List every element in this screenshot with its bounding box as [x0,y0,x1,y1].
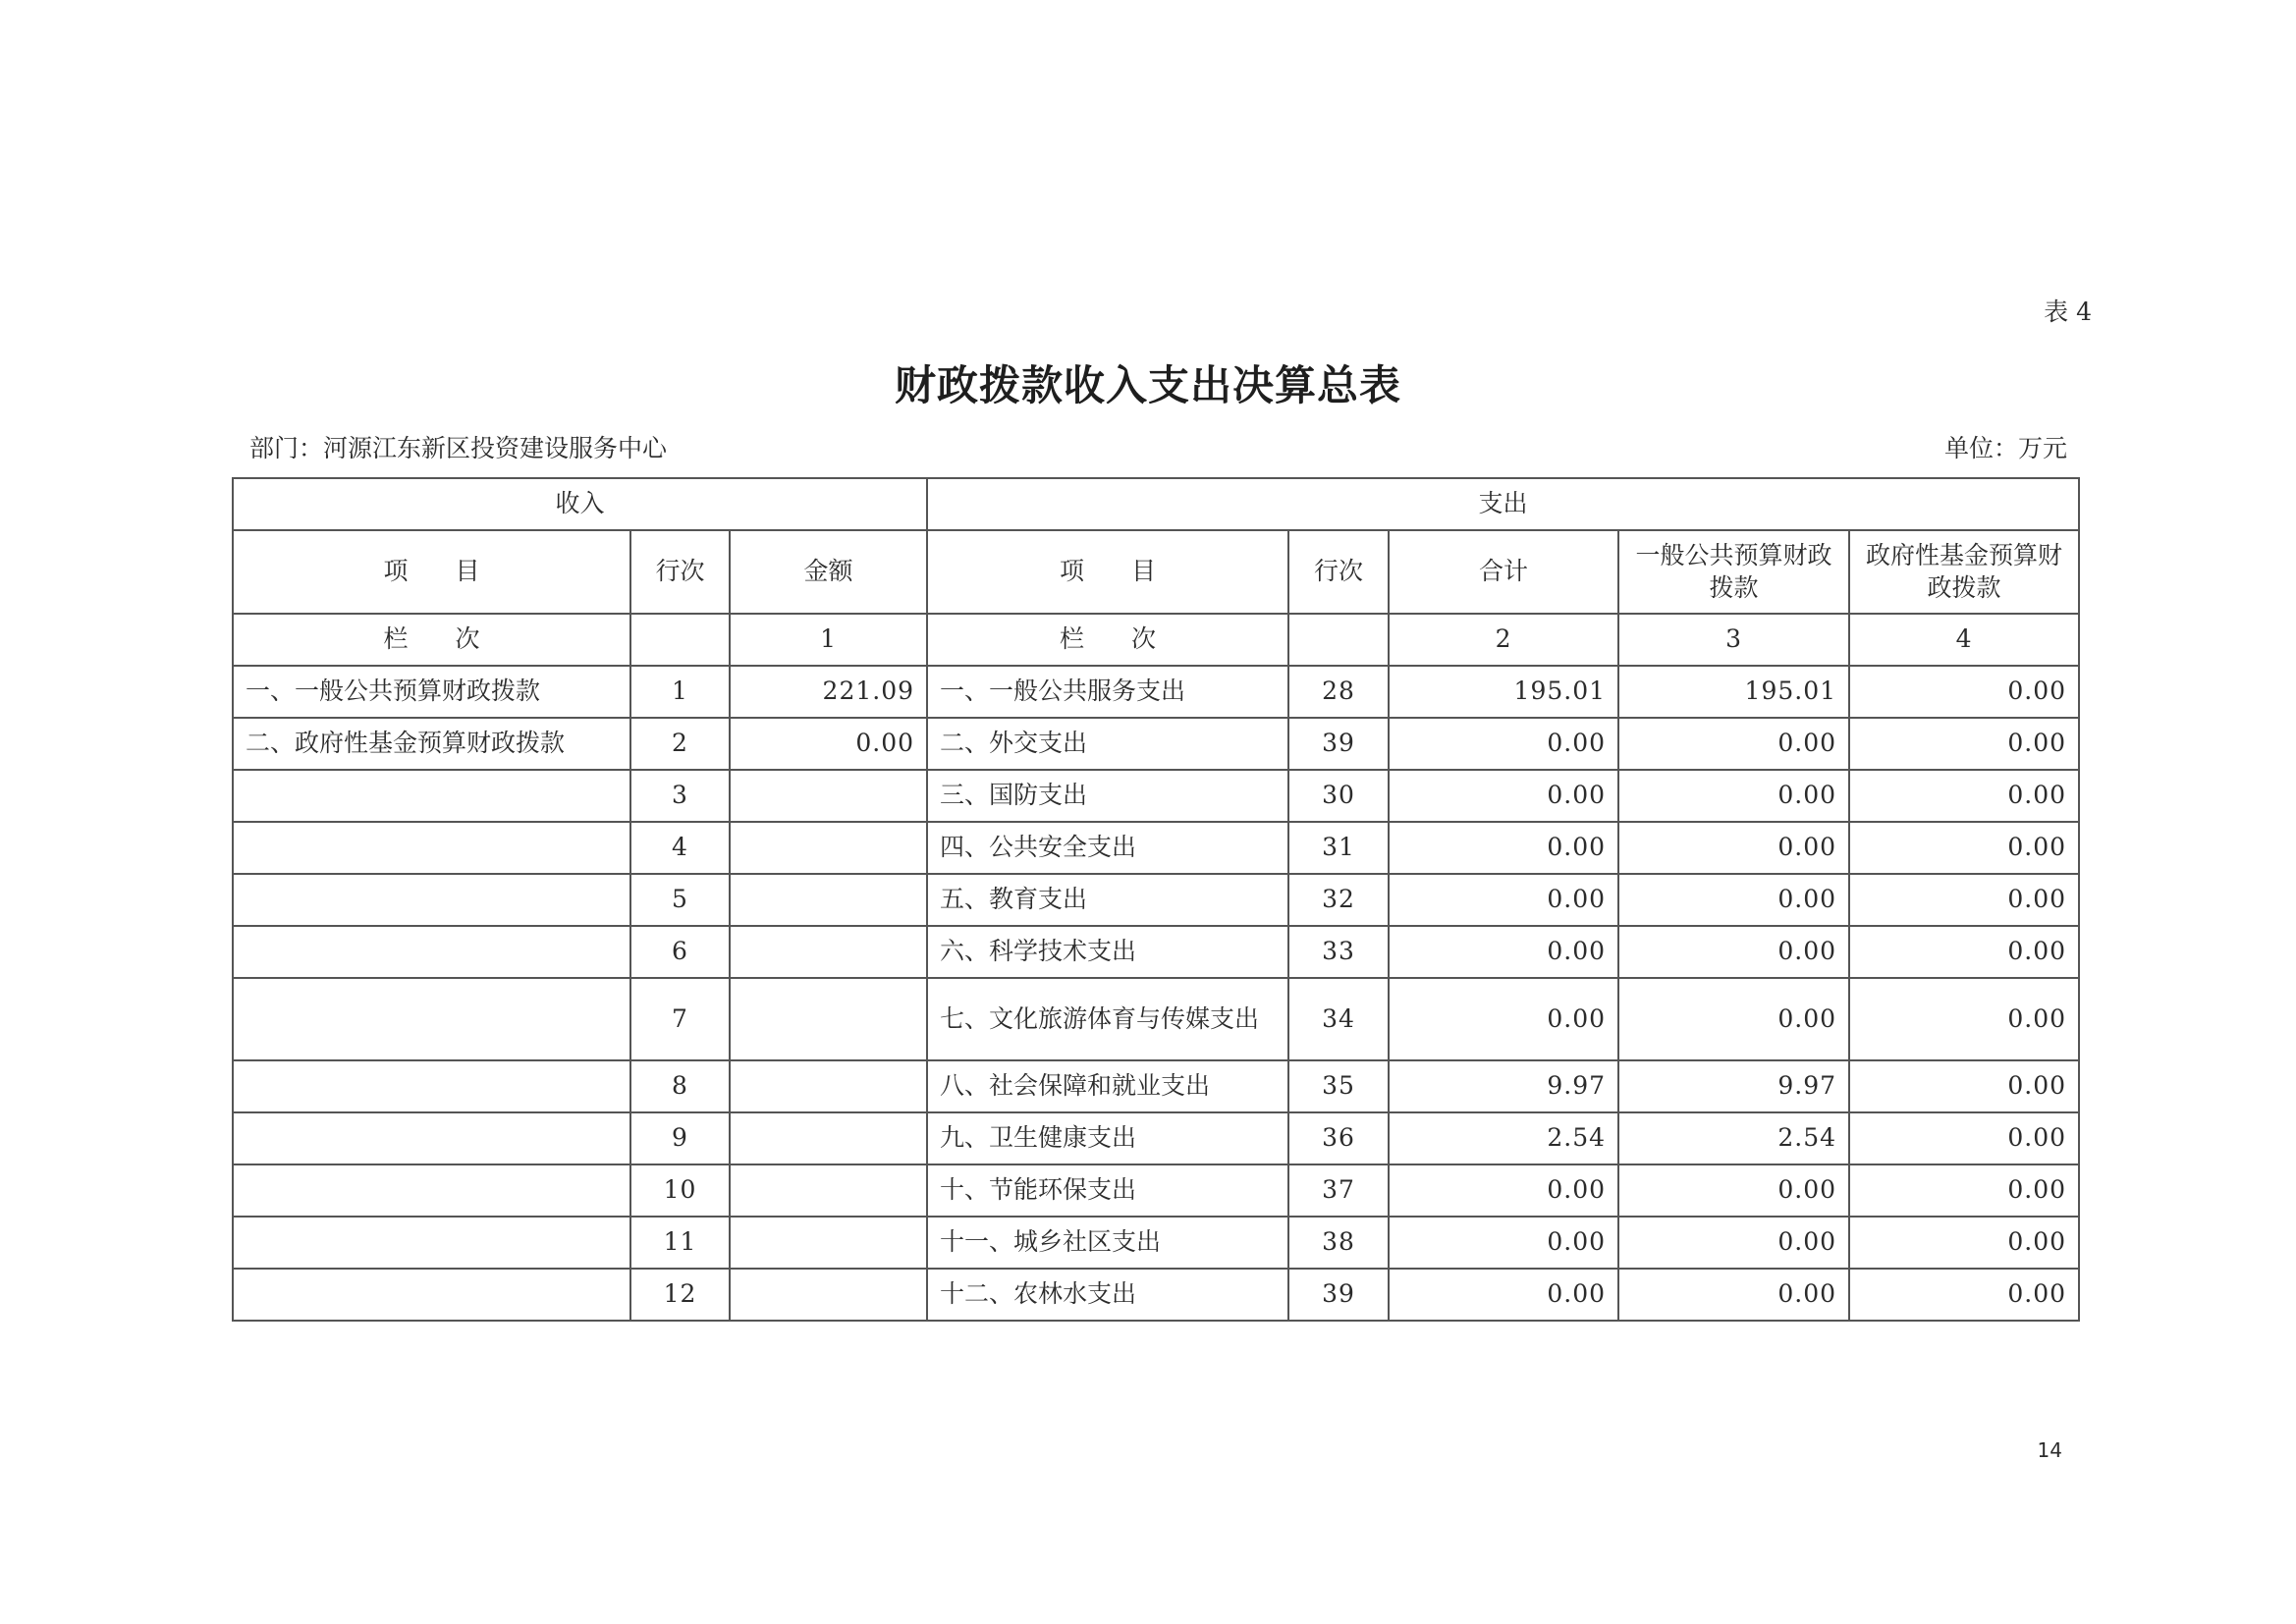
gov-fund-cell: 0.00 [1849,1164,2079,1217]
department-line [249,429,667,464]
expense-row-no-cell: 30 [1288,770,1389,822]
section-header-row [233,478,2079,530]
general-budget-cell: 9.97 [1618,1060,1849,1112]
expense-item-cell: 三、国防支出 [927,770,1288,822]
income-amount-cell: 221.09 [730,666,927,718]
budget-table [232,477,2080,1322]
income-row-no-cell: 1 [630,666,730,718]
income-amount-cell [730,1269,927,1321]
general-budget-cell: 2.54 [1618,1112,1849,1164]
general-budget-cell: 0.00 [1618,770,1849,822]
expense-row-no-cell: 39 [1288,1269,1389,1321]
income-item-cell: 二、政府性基金预算财政拨款 [233,718,630,770]
income-row-no-cell: 2 [630,718,730,770]
income-row-no-cell: 8 [630,1060,730,1112]
income-row-no-cell: 6 [630,926,730,978]
income-item-cell [233,1112,630,1164]
income-amount-cell [730,874,927,926]
expense-item-cell: 六、科学技术支出 [927,926,1288,978]
income-row-no-cell: 10 [630,1164,730,1217]
total-cell: 0.00 [1389,926,1618,978]
general-budget-header: 一般公共预算财政拨款 [1618,530,1849,614]
total-cell: 0.00 [1389,770,1618,822]
income-amount-cell [730,926,927,978]
expense-item-cell: 一、一般公共服务支出 [927,666,1288,718]
table-row [233,978,2079,1060]
income-amount-cell [730,978,927,1060]
table-row [233,1164,2079,1217]
income-row-no-cell: 9 [630,1112,730,1164]
income-item-cell [233,926,630,978]
gov-fund-header: 政府性基金预算财政拨款 [1849,530,2079,614]
income-item-cell [233,1269,630,1321]
expense-item-cell: 五、教育支出 [927,874,1288,926]
income-amount-header: 金额 [730,530,927,614]
general-budget-cell: 0.00 [1618,978,1849,1060]
income-amount-cell: 0.00 [730,718,927,770]
col-3-label: 3 [1618,614,1849,666]
income-item-cell [233,1217,630,1269]
expense-row-no-cell: 28 [1288,666,1389,718]
income-item-cell [233,1060,630,1112]
general-budget-cell: 195.01 [1618,666,1849,718]
general-budget-cell: 0.00 [1618,718,1849,770]
total-cell: 0.00 [1389,1164,1618,1217]
expense-item-cell: 七、文化旅游体育与传媒支出 [927,978,1288,1060]
income-item-cell [233,822,630,874]
income-section-header: 收入 [233,478,927,530]
total-cell: 0.00 [1389,874,1618,926]
income-item-cell [233,770,630,822]
table-row [233,1060,2079,1112]
gov-fund-cell: 0.00 [1849,1112,2079,1164]
income-row-no-cell: 12 [630,1269,730,1321]
expense-row-no-cell: 35 [1288,1060,1389,1112]
gov-fund-cell: 0.00 [1849,770,2079,822]
income-amount-cell [730,1217,927,1269]
general-budget-cell: 0.00 [1618,874,1849,926]
department-label: 部门： [249,434,324,462]
expense-row-no-cell: 31 [1288,822,1389,874]
col-2-label: 2 [1389,614,1618,666]
department-name: 河源江东新区投资建设服务中心 [323,434,668,462]
expense-row-no-cell: 37 [1288,1164,1389,1217]
total-cell: 195.01 [1389,666,1618,718]
income-item-cell [233,874,630,926]
income-amount-cell [730,1060,927,1112]
income-row-no-cell: 4 [630,822,730,874]
gov-fund-cell: 0.00 [1849,926,2079,978]
income-amount-cell [730,770,927,822]
income-row-no-cell: 7 [630,978,730,1060]
table-row [233,926,2079,978]
expense-item-cell: 十一、城乡社区支出 [927,1217,1288,1269]
expense-col-label: 栏 次 [927,614,1288,666]
total-cell: 9.97 [1389,1060,1618,1112]
table-row [233,718,2079,770]
income-row-no-cell: 11 [630,1217,730,1269]
expense-row-no-cell: 38 [1288,1217,1389,1269]
table-row [233,874,2079,926]
expense-item-header: 项 目 [927,530,1288,614]
page-number: 14 [2037,1438,2062,1462]
total-header: 合计 [1389,530,1618,614]
gov-fund-cell: 0.00 [1849,666,2079,718]
gov-fund-cell: 0.00 [1849,1060,2079,1112]
column-header-row [233,530,2079,614]
expense-row-no-header: 行次 [1288,530,1389,614]
table-number: 表 4 [2044,298,2092,326]
income-amount-cell [730,1164,927,1217]
expense-item-cell: 四、公共安全支出 [927,822,1288,874]
income-item-header: 项 目 [233,530,630,614]
table-row [233,1217,2079,1269]
income-col-blank [630,614,730,666]
column-number-row [233,614,2079,666]
total-cell: 0.00 [1389,1269,1618,1321]
table-row [233,666,2079,718]
col-1-label: 1 [730,614,927,666]
expense-row-no-cell: 32 [1288,874,1389,926]
expense-item-cell: 十二、农林水支出 [927,1269,1288,1321]
income-amount-cell [730,822,927,874]
total-cell: 0.00 [1389,1217,1618,1269]
income-row-no-cell: 5 [630,874,730,926]
income-item-cell: 一、一般公共预算财政拨款 [233,666,630,718]
expense-row-no-cell: 39 [1288,718,1389,770]
page-title: 财政拨款收入支出决算总表 [894,361,1401,409]
general-budget-cell: 0.00 [1618,926,1849,978]
gov-fund-cell: 0.00 [1849,978,2079,1060]
expense-row-no-cell: 33 [1288,926,1389,978]
expense-col-blank [1288,614,1389,666]
income-row-no-cell: 3 [630,770,730,822]
expense-item-cell: 八、社会保障和就业支出 [927,1060,1288,1112]
general-budget-cell: 0.00 [1618,1217,1849,1269]
gov-fund-cell: 0.00 [1849,1269,2079,1321]
income-amount-cell [730,1112,927,1164]
income-col-label: 栏 次 [233,614,630,666]
table-row [233,1112,2079,1164]
expense-item-cell: 九、卫生健康支出 [927,1112,1288,1164]
general-budget-cell: 0.00 [1618,1164,1849,1217]
total-cell: 0.00 [1389,718,1618,770]
table-row [233,770,2079,822]
gov-fund-cell: 0.00 [1849,718,2079,770]
gov-fund-cell: 0.00 [1849,822,2079,874]
total-cell: 2.54 [1389,1112,1618,1164]
table-row [233,1269,2079,1321]
income-row-no-header: 行次 [630,530,730,614]
total-cell: 0.00 [1389,978,1618,1060]
gov-fund-cell: 0.00 [1849,874,2079,926]
expense-row-no-cell: 34 [1288,978,1389,1060]
col-4-label: 4 [1849,614,2079,666]
total-cell: 0.00 [1389,822,1618,874]
income-item-cell [233,1164,630,1217]
general-budget-cell: 0.00 [1618,1269,1849,1321]
income-item-cell [233,978,630,1060]
gov-fund-cell: 0.00 [1849,1217,2079,1269]
unit-label: 单位：万元 [1943,434,2067,462]
expense-section-header: 支出 [927,478,2079,530]
expense-item-cell: 二、外交支出 [927,718,1288,770]
general-budget-cell: 0.00 [1618,822,1849,874]
expense-row-no-cell: 36 [1288,1112,1389,1164]
table-row [233,822,2079,874]
expense-item-cell: 十、节能环保支出 [927,1164,1288,1217]
